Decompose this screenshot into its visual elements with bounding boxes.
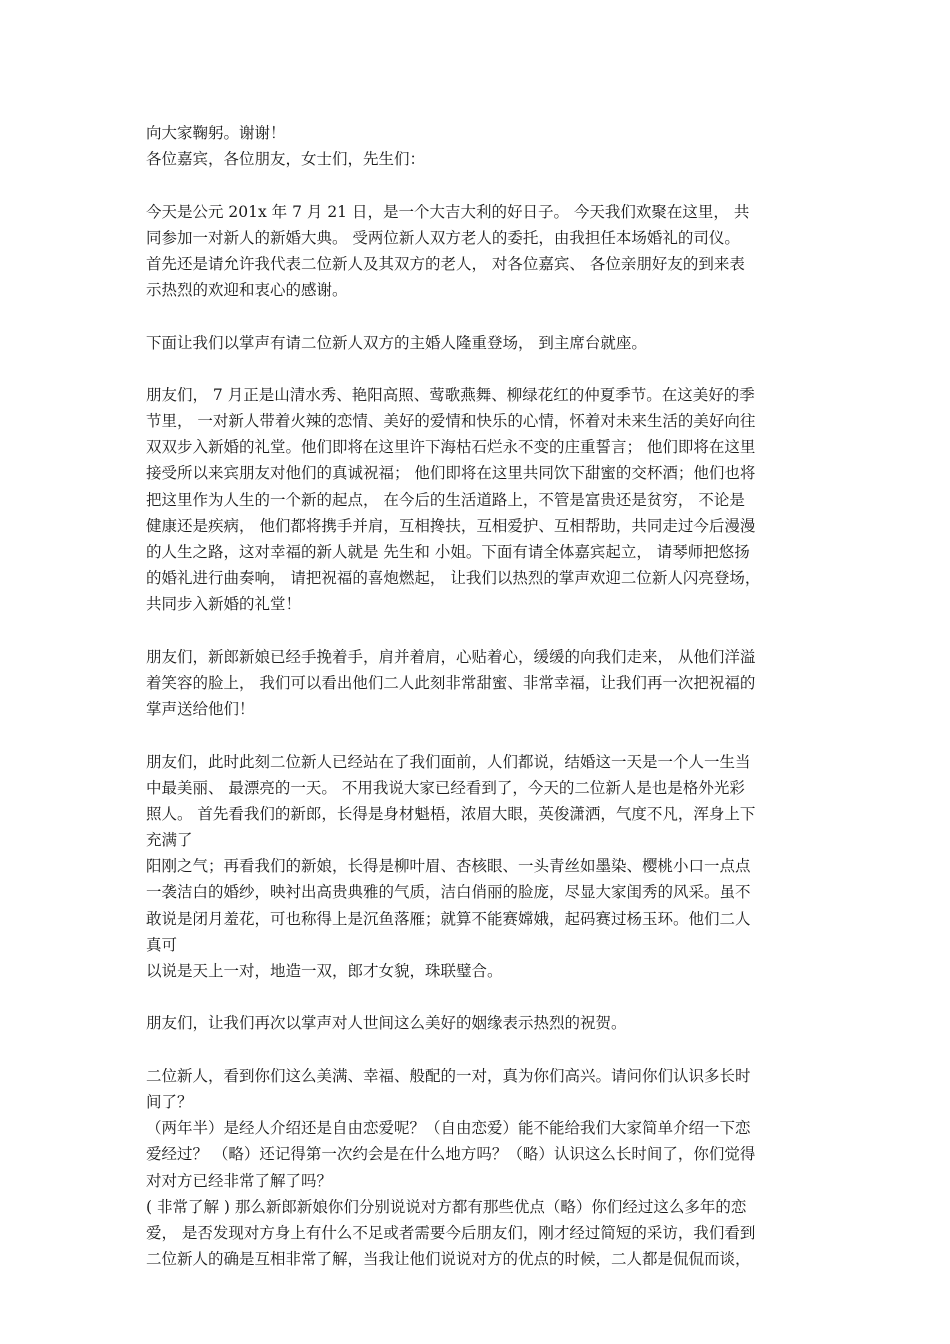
text-line: 节里， 一对新人带着火辣的恋情、美好的爱情和快乐的心情，怀着对未来生活的美好向往 [146,412,756,431]
text-line: （两年半）是经人介绍还是自由恋爱呢？（自由恋爱）能不能给我们大家简单介绍一下恋 [146,1119,751,1138]
text-line: 接受所以来宾朋友对他们的真诚祝福； 他们即将在这里共同饮下甜蜜的交杯酒；他们也将 [146,464,756,483]
text-line: 着笑容的脸上， 我们可以看出他们二人此刻非常甜蜜、非常幸福，让我们再一次把祝福的 [146,673,756,692]
blank-line [146,722,826,748]
text-line: 真可 [146,935,178,954]
blank-line [146,303,826,329]
text-line: 间了？ [146,1092,193,1111]
text-line: 二位新人，看到你们这么美满、幸福、般配的一对，真为你们高兴。请问你们认识多长时 [146,1066,751,1085]
text-line: 同参加一对新人的新婚大典。 受两位新人双方老人的委托，由我担任本场婚礼的司仪。 [146,228,740,247]
blank-line [146,1037,826,1063]
text-line: 敢说是闭月羞花，可也称得上是沉鱼落雁；就算不能赛嫦娥，起码赛过杨玉环。他们二人 [146,909,751,928]
text-line: 今天是公元 201x 年 7 月 21 日，是一个大吉大利的好日子。 今天我们欢聚在这里， 共 [146,202,750,221]
blank-line [146,618,826,644]
text-line: ( 非常了解 ) 那么新郎新娘你们分别说说对方都有那些优点（略）你们经过这么多年的恋 [146,1197,747,1216]
text-line: 充满了 [146,831,193,850]
blank-line [146,984,826,1010]
text-line: 首先还是请允许我代表二位新人及其双方的老人， 对各位嘉宾、 各位亲朋好友的到来表 [146,254,745,273]
text-line: 双双步入新婚的礼堂。他们即将在这里许下海枯石烂永不变的庄重誓言； 他们即将在这里 [146,438,756,457]
text-line: 的人生之路，这对幸福的新人就是 先生和 小姐。下面有请全体嘉宾起立， 请琴师把悠扬 [146,543,750,561]
text-line: 下面让我们以掌声有请二位新人双方的主婚人隆重登场， 到主席台就座。 [146,333,647,352]
document-body [146,120,826,1272]
text-line: 示热烈的欢迎和衷心的感谢。 [146,281,348,300]
text-line: 爱， 是否发现对方身上有什么不足或者需要今后朋友们，刚才经过简短的采访，我们看到 [146,1223,756,1242]
text-line: 向大家鞠躬。谢谢！ [146,124,286,142]
text-line: 照人。 首先看我们的新郎，长得是身材魁梧，浓眉大眼，英俊潇洒，气度不凡，浑身上下 [146,804,756,823]
text-line: 爱经过？ （略）还记得第一次约会是在什么地方吗？（略）认识这么长时间了，你们觉得 [146,1145,756,1164]
text-line: 以说是天上一对，地造一双，郎才女貌，珠联璧合。 [146,962,503,980]
text-line: 朋友们，新郎新娘已经手挽着手，肩并着肩，心贴着心，缓缓的向我们走来， 从他们洋溢 [146,647,756,666]
text-line: 阳刚之气；再看我们的新娘，长得是柳叶眉、杏核眼、一头青丝如墨染、樱桃小口一点点 [146,857,751,876]
text-line: 朋友们， 7 月正是山清水秀、艳阳高照、莺歌燕舞、柳绿花红的仲夏季节。在这美好的季 [146,385,755,404]
text-line: 对对方已经非常了解了吗？ [146,1171,333,1190]
blank-line [146,172,826,198]
blank-line [146,356,826,382]
text-line: 一袭洁白的婚纱，映衬出高贵典雅的气质，洁白俏丽的脸庞，尽显大家闺秀的风采。虽不 [146,883,751,902]
text-line: 共同步入新婚的礼堂！ [146,595,302,614]
text-line: 朋友们，此时此刻二位新人已经站在了我们面前，人们都说，结婚这一天是一个人一生当 [146,752,751,771]
text-line: 朋友们，让我们再次以掌声对人世间这么美好的姻缘表示热烈的祝贺。 [146,1014,627,1033]
text-line: 健康还是疾病， 他们都将携手并肩，互相搀扶，互相爱护、互相帮助，共同走过今后漫漫 [146,516,756,535]
text-line: 各位嘉宾，各位朋友，女士们，先生们： [146,150,426,169]
text-line: 的婚礼进行曲奏响， 请把祝福的喜炮燃起， 让我们以热烈的掌声欢迎二位新人闪亮登场， [146,569,761,588]
text-line: 二位新人的确是互相非常了解，当我让他们说说对方的优点的时候，二人都是侃侃而谈， [146,1250,751,1269]
text-line: 把这里作为人生的一个新的起点， 在今后的生活道路上，不管是富贵还是贫穷， 不论是 [146,490,745,509]
text-line: 掌声送给他们！ [146,700,255,719]
text-line: 中最美丽、 最漂亮的一天。 不用我说大家已经看到了，今天的二位新人是也是格外光彩 [146,778,745,797]
